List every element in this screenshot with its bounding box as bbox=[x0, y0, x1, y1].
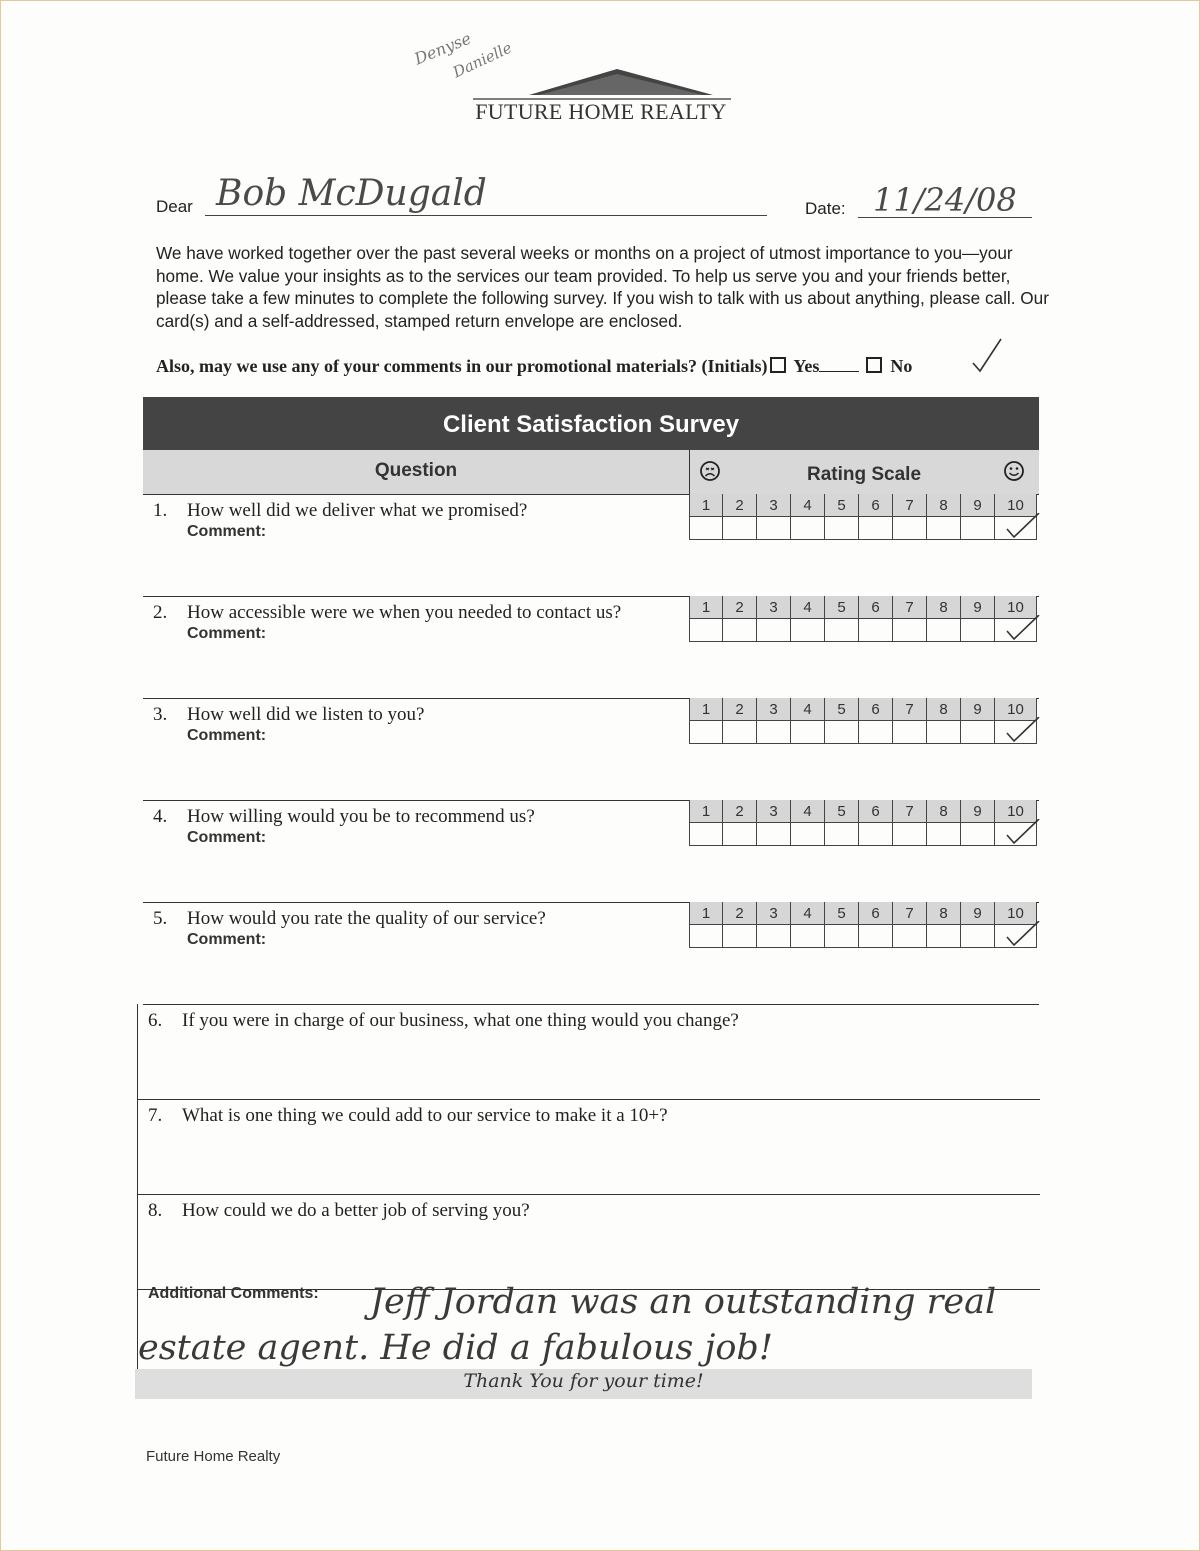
rating-checkbox-4[interactable] bbox=[791, 517, 825, 540]
permission-text: Also, may we use any of your comments in our promotional materials? (Initials) bbox=[156, 356, 768, 376]
comment-label: Comment: bbox=[187, 931, 267, 948]
rating-checkbox-5[interactable] bbox=[825, 721, 859, 744]
client-name-field[interactable]: Bob McDugald bbox=[216, 173, 487, 214]
question-number: 4. bbox=[153, 806, 168, 827]
rating-number: 8 bbox=[927, 596, 961, 619]
additional-comments-field[interactable]: Jeff Jordan was an outstanding real estate agent. He did a fabulous job! bbox=[138, 1282, 997, 1368]
question-text bbox=[153, 908, 546, 930]
rating-number: 4 bbox=[791, 494, 825, 517]
rating-number: 6 bbox=[859, 902, 893, 925]
rating-number: 8 bbox=[927, 902, 961, 925]
rating-checkbox-10[interactable] bbox=[995, 925, 1037, 948]
rating-checkbox-10[interactable] bbox=[995, 823, 1037, 846]
question-number: 8. bbox=[148, 1200, 163, 1221]
rating-checkbox-9[interactable] bbox=[961, 517, 995, 540]
rated-question-row bbox=[143, 902, 1039, 1005]
rating-number: 3 bbox=[757, 800, 791, 823]
rated-question-row bbox=[143, 494, 1039, 597]
rating-number: 10 bbox=[995, 494, 1037, 517]
question-text bbox=[153, 704, 424, 726]
rating-checkbox-9[interactable] bbox=[961, 721, 995, 744]
rating-checkbox-8[interactable] bbox=[927, 517, 961, 540]
rating-checkbox-7[interactable] bbox=[893, 925, 927, 948]
rating-checkbox-6[interactable] bbox=[859, 925, 893, 948]
open-question-row[interactable] bbox=[137, 1194, 1040, 1290]
rating-grid bbox=[689, 494, 1037, 540]
question-number: 6. bbox=[148, 1010, 163, 1031]
rating-checkbox-9[interactable] bbox=[961, 823, 995, 846]
rating-number: 8 bbox=[927, 800, 961, 823]
question-label: How well did we deliver what we promised? bbox=[187, 500, 528, 521]
rating-number: 6 bbox=[859, 596, 893, 619]
rating-number: 4 bbox=[791, 902, 825, 925]
rating-number: 1 bbox=[689, 800, 723, 823]
thanks-band bbox=[135, 1369, 1032, 1399]
rating-checkbox-8[interactable] bbox=[927, 823, 961, 846]
rating-number: 3 bbox=[757, 494, 791, 517]
rating-number: 1 bbox=[689, 902, 723, 925]
open-question-row[interactable] bbox=[137, 1099, 1040, 1195]
rating-number: 6 bbox=[859, 698, 893, 721]
rating-checkbox-7[interactable] bbox=[893, 619, 927, 642]
rating-number: 9 bbox=[961, 800, 995, 823]
rating-checkbox-8[interactable] bbox=[927, 925, 961, 948]
comment-label: Comment: bbox=[187, 523, 267, 540]
additional-comments-label: Additional Comments: bbox=[148, 1285, 319, 1302]
rating-number: 9 bbox=[961, 494, 995, 517]
question-label: How willing would you be to recommend us? bbox=[187, 806, 535, 827]
question-header: Question bbox=[374, 460, 458, 481]
rating-number: 10 bbox=[995, 698, 1037, 721]
checkmark-icon bbox=[1003, 513, 1043, 545]
company-logo bbox=[469, 65, 734, 127]
rating-checkbox-9[interactable] bbox=[961, 619, 995, 642]
question-label: What is one thing we could add to our service to make it a 10+? bbox=[182, 1105, 668, 1126]
rating-number: 7 bbox=[893, 698, 927, 721]
rating-checkbox-2[interactable] bbox=[723, 823, 757, 846]
rating-checkbox-3[interactable] bbox=[757, 721, 791, 744]
rating-checkbox-5[interactable] bbox=[825, 619, 859, 642]
permission-question bbox=[156, 356, 1056, 377]
comment-label: Comment: bbox=[187, 829, 267, 846]
rating-checkbox-9[interactable] bbox=[961, 925, 995, 948]
company-name: FUTURE HOME REALTY bbox=[475, 99, 727, 124]
rating-number: 4 bbox=[791, 698, 825, 721]
rating-checkbox-1[interactable] bbox=[689, 823, 723, 846]
rating-scale-header: Rating Scale bbox=[806, 464, 922, 485]
rating-number: 7 bbox=[893, 494, 927, 517]
rating-number: 5 bbox=[825, 902, 859, 925]
rating-number: 2 bbox=[723, 902, 757, 925]
rating-number: 5 bbox=[825, 698, 859, 721]
rating-checkbox-3[interactable] bbox=[757, 619, 791, 642]
rating-checkbox-1[interactable] bbox=[689, 721, 723, 744]
question-number: 5. bbox=[153, 908, 168, 929]
checkmark-icon bbox=[1003, 615, 1043, 647]
survey-header-row bbox=[143, 450, 1039, 495]
handwritten-note-2: Danielle bbox=[450, 38, 515, 82]
rating-number: 1 bbox=[689, 494, 723, 517]
question-label: If you were in charge of our business, what one thing would you change? bbox=[182, 1010, 739, 1031]
no-checkbox[interactable] bbox=[866, 357, 882, 373]
date-field[interactable]: 11/24/08 bbox=[873, 181, 1017, 219]
open-question-row[interactable] bbox=[137, 1004, 1040, 1100]
rating-checkbox-4[interactable] bbox=[791, 721, 825, 744]
question-number: 7. bbox=[148, 1105, 163, 1126]
rating-checkbox-7[interactable] bbox=[893, 721, 927, 744]
rating-number: 4 bbox=[791, 800, 825, 823]
rating-checkbox-5[interactable] bbox=[825, 517, 859, 540]
happy-face-icon bbox=[1003, 460, 1025, 482]
rating-number: 7 bbox=[893, 902, 927, 925]
question-label: How accessible were we when you needed to contact us? bbox=[187, 602, 622, 623]
rating-number: 1 bbox=[689, 698, 723, 721]
question-text bbox=[148, 1105, 668, 1127]
rating-checkbox-3[interactable] bbox=[757, 517, 791, 540]
rating-checkbox-1[interactable] bbox=[689, 925, 723, 948]
additional-comments bbox=[137, 1277, 1034, 1369]
dear-label: Dear bbox=[156, 197, 193, 216]
rating-grid bbox=[689, 596, 1037, 642]
rating-checkbox-1[interactable] bbox=[689, 517, 723, 540]
rating-checkbox-4[interactable] bbox=[791, 925, 825, 948]
yes-label: Yes bbox=[793, 356, 820, 376]
rating-number: 9 bbox=[961, 596, 995, 619]
rated-question-row bbox=[143, 698, 1039, 801]
question-number: 2. bbox=[153, 602, 168, 623]
question-label: How well did we listen to you? bbox=[187, 704, 425, 725]
survey-title: Client Satisfaction Survey bbox=[143, 397, 1039, 450]
rating-number: 2 bbox=[723, 698, 757, 721]
rating-checkbox-4[interactable] bbox=[791, 823, 825, 846]
rating-checkbox-6[interactable] bbox=[859, 721, 893, 744]
question-text bbox=[148, 1200, 530, 1222]
checkmark-icon bbox=[1003, 819, 1043, 851]
question-label: How could we do a better job of serving you? bbox=[182, 1200, 530, 1221]
question-text bbox=[153, 500, 527, 522]
rating-number: 6 bbox=[859, 800, 893, 823]
rating-number: 7 bbox=[893, 800, 927, 823]
rating-checkbox-7[interactable] bbox=[893, 517, 927, 540]
rating-checkbox-5[interactable] bbox=[825, 925, 859, 948]
rating-grid bbox=[689, 800, 1037, 846]
comment-label: Comment: bbox=[187, 727, 267, 744]
rating-number: 1 bbox=[689, 596, 723, 619]
no-checkmark-icon bbox=[967, 337, 1007, 377]
rating-number: 3 bbox=[757, 596, 791, 619]
rating-number: 3 bbox=[757, 698, 791, 721]
rating-checkbox-6[interactable] bbox=[859, 619, 893, 642]
rating-checkbox-10[interactable] bbox=[995, 721, 1037, 744]
rated-question-row bbox=[143, 596, 1039, 699]
question-text bbox=[148, 1010, 739, 1032]
question-number: 3. bbox=[153, 704, 168, 725]
rating-checkbox-8[interactable] bbox=[927, 721, 961, 744]
rating-number: 8 bbox=[927, 494, 961, 517]
rating-number: 2 bbox=[723, 800, 757, 823]
initials-checkbox[interactable] bbox=[770, 357, 786, 373]
rated-question-row bbox=[143, 800, 1039, 903]
no-label: No bbox=[890, 356, 913, 376]
rating-checkbox-3[interactable] bbox=[757, 925, 791, 948]
dear-line bbox=[205, 215, 767, 216]
question-text bbox=[153, 806, 535, 828]
rating-number: 5 bbox=[825, 596, 859, 619]
question-number: 1. bbox=[153, 500, 168, 521]
rating-grid bbox=[689, 698, 1037, 744]
rating-number: 7 bbox=[893, 596, 927, 619]
comment-label: Comment: bbox=[187, 625, 267, 642]
rating-checkbox-8[interactable] bbox=[927, 619, 961, 642]
rating-checkbox-2[interactable] bbox=[723, 517, 757, 540]
rating-checkbox-4[interactable] bbox=[791, 619, 825, 642]
rating-number: 6 bbox=[859, 494, 893, 517]
rating-number: 9 bbox=[961, 698, 995, 721]
rating-number: 9 bbox=[961, 902, 995, 925]
rating-number: 4 bbox=[791, 596, 825, 619]
rating-checkbox-10[interactable] bbox=[995, 517, 1037, 540]
rating-number: 5 bbox=[825, 494, 859, 517]
rating-checkbox-2[interactable] bbox=[723, 721, 757, 744]
rating-checkbox-2[interactable] bbox=[723, 925, 757, 948]
rating-number: 5 bbox=[825, 800, 859, 823]
rating-number: 2 bbox=[723, 494, 757, 517]
rating-checkbox-2[interactable] bbox=[723, 619, 757, 642]
yes-blank[interactable] bbox=[819, 371, 859, 372]
rating-number: 10 bbox=[995, 800, 1037, 823]
question-text bbox=[153, 602, 621, 624]
date-label: Date: bbox=[805, 199, 846, 218]
rating-grid bbox=[689, 902, 1037, 948]
checkmark-icon bbox=[1003, 921, 1043, 953]
rating-number: 3 bbox=[757, 902, 791, 925]
rating-checkbox-6[interactable] bbox=[859, 517, 893, 540]
rating-checkbox-6[interactable] bbox=[859, 823, 893, 846]
rating-number: 8 bbox=[927, 698, 961, 721]
thank-you-note: Thank You for your time! bbox=[463, 1370, 704, 1392]
question-label: How would you rate the quality of our service? bbox=[187, 908, 546, 929]
rating-checkbox-3[interactable] bbox=[757, 823, 791, 846]
footer-company: Future Home Realty bbox=[146, 1448, 281, 1465]
handwritten-note-1: Denyse bbox=[411, 28, 474, 69]
rating-number: 10 bbox=[995, 596, 1037, 619]
rating-checkbox-5[interactable] bbox=[825, 823, 859, 846]
rating-number: 10 bbox=[995, 902, 1037, 925]
checkmark-icon bbox=[1003, 717, 1043, 749]
rating-checkbox-7[interactable] bbox=[893, 823, 927, 846]
rating-checkbox-1[interactable] bbox=[689, 619, 723, 642]
rating-number: 2 bbox=[723, 596, 757, 619]
intro-paragraph: We have worked together over the past several weeks or months on a project of utmost importance to you—your home. We value your insights as to the services our team provided. To help us serve you and your friends better, please take a few minutes to complete the following survey. If you wish to talk with us about anything, please call. Our card(s) and a self-addressed, stamped return envelope are enclosed. bbox=[156, 243, 1049, 331]
rating-checkbox-10[interactable] bbox=[995, 619, 1037, 642]
